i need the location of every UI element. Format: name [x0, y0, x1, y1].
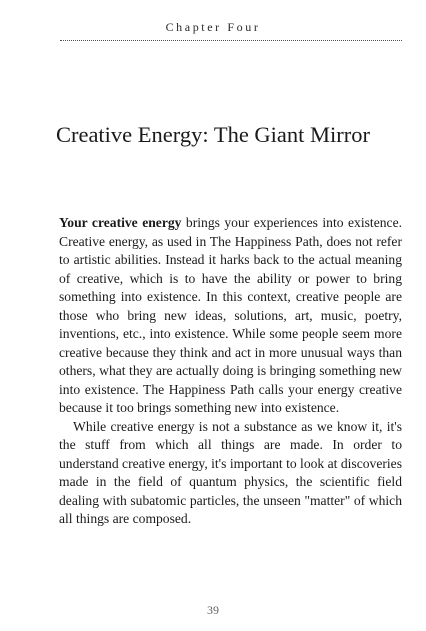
- body-text: [59, 214, 402, 529]
- paragraph-lead-phrase: Your creative energy: [59, 215, 182, 230]
- paragraph-1: [59, 214, 402, 418]
- paragraph-2-text: While creative energy is not a substance as we know it, it's the stuff from which all things are made. In order to understand creative energy, it's important to look at discoveries made in the field of quantum physics, the scientific field dealing with subatomic particles, the unseen "matter" of which all things are composed.: [59, 418, 402, 526]
- chapter-label: Chapter Four: [165, 20, 261, 34]
- chapter-divider: [60, 40, 402, 41]
- paragraph-2: [59, 418, 402, 529]
- paragraph-1-text: brings your experiences into existence. Creative energy, as used in The Happiness Path, does not refer to artistic abilities. Instead it harks back to the actual meaning of creative, which is to have the ability or power to bring something into existence. In this context, creative people are those who bring new ideas, solutions, art, music, poetry, inventions, etc., into existence. While some people seem more creative because they think and act in more unusual ways than others, what they are actually doing is bringing something new into existence. The Happiness Path calls your energy creative because it too brings something new into existence.: [59, 215, 402, 415]
- page-number: 39: [207, 603, 219, 617]
- chapter-title: Creative Energy: The Giant Mirror: [55, 122, 371, 147]
